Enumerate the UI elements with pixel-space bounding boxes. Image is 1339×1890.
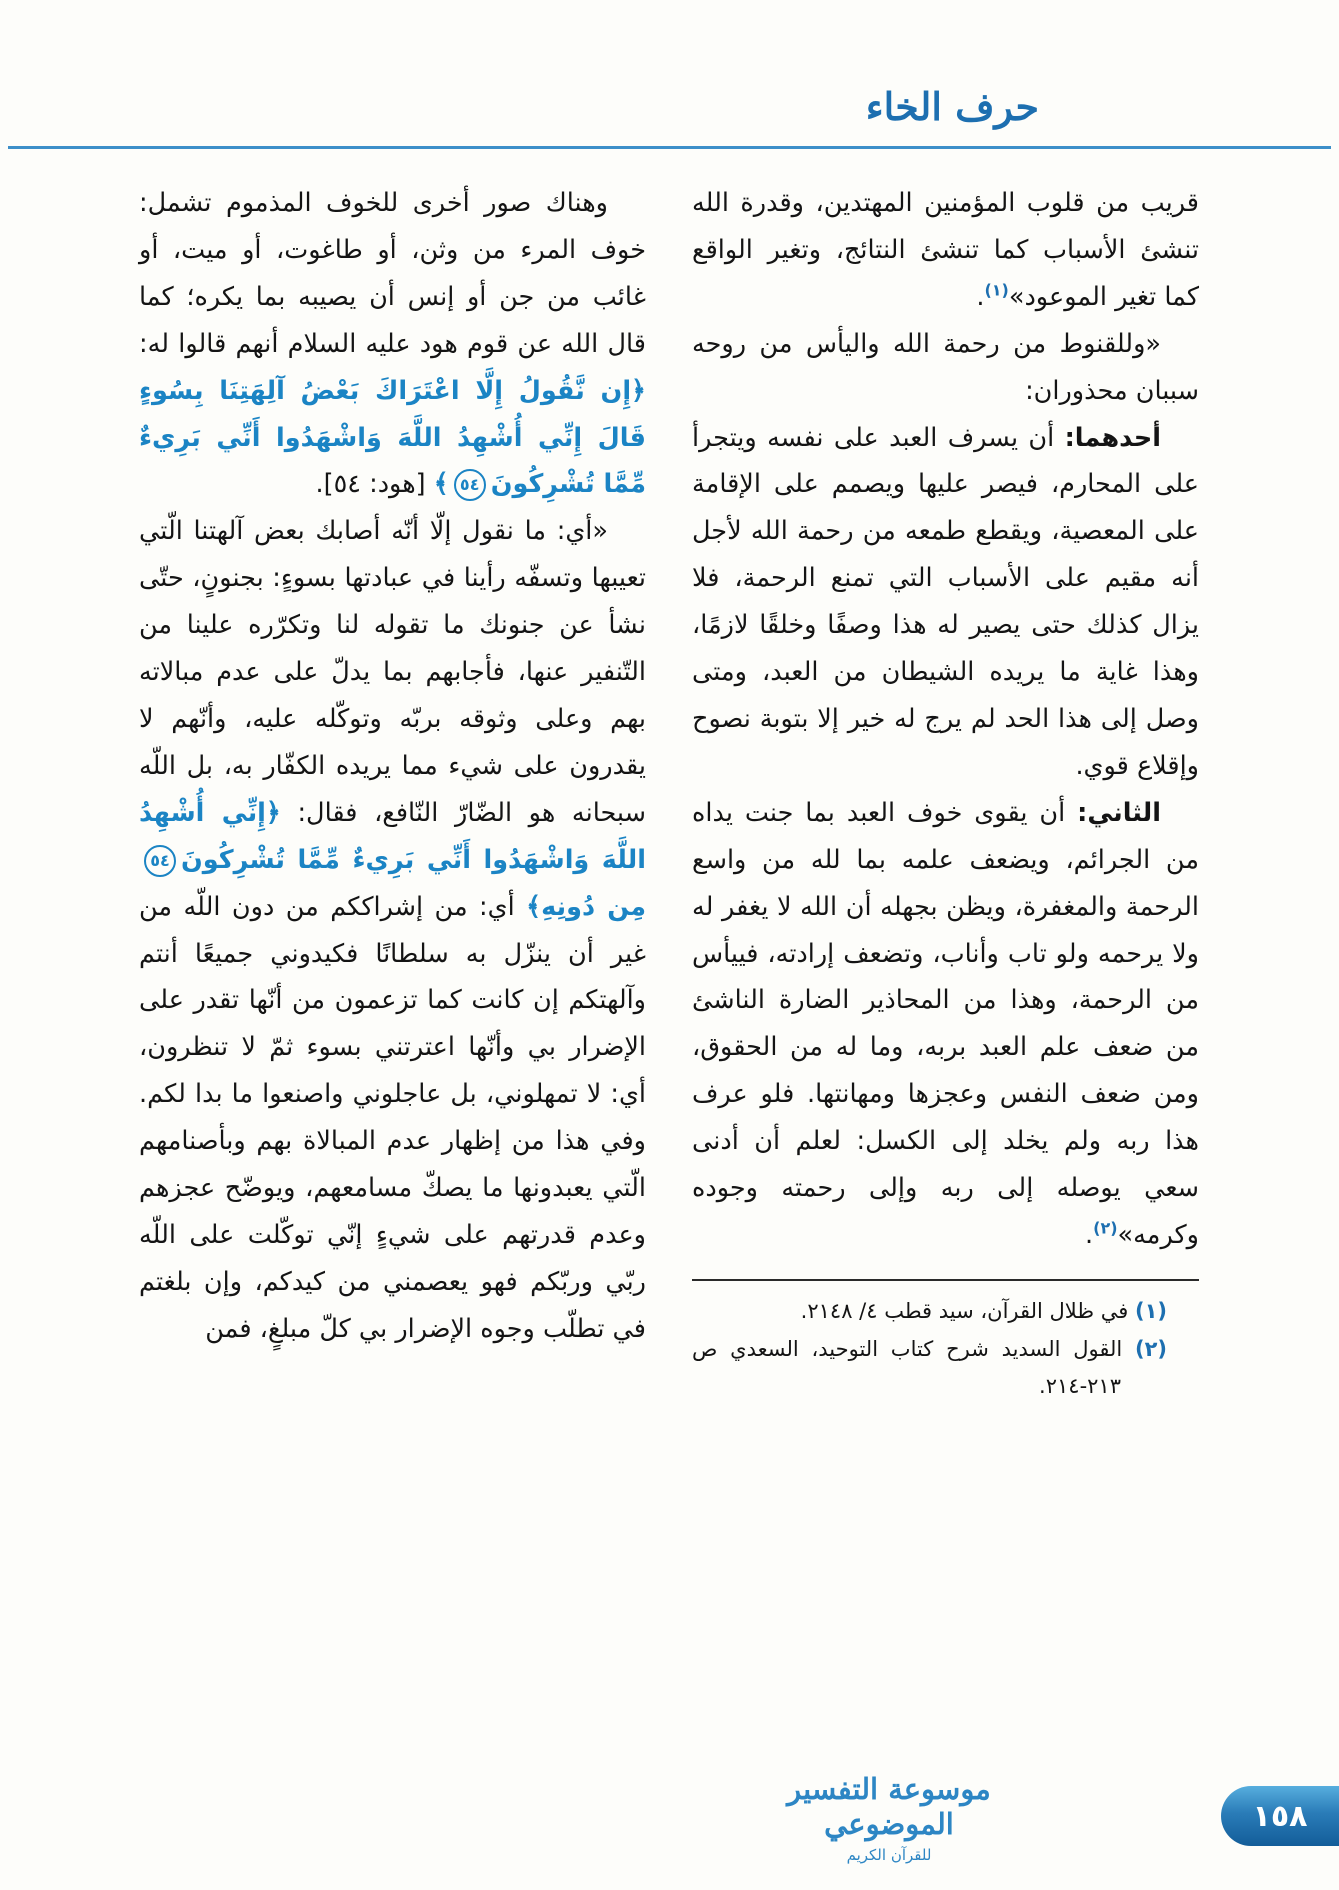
footnote-marker: (١) [984,280,1009,300]
header-divider [8,146,1331,149]
footnote [692,1331,1199,1407]
paragraph [692,180,1199,321]
body-text: أي: من إشراككم من دون اللّه من غير أن ينزّل به سلطانًا فكيدوني جميعًا أنتم وآلهتكم إن كانت كما تزعمون من أنّها تقدر على الإضرار بي وأنّها اعترتني بسوء ثمّ لا تنظرون، أي: لا تمهلوني، بل عاجلوني واصنعوا ما بدا لكم. وفي هذا من إظهار عدم المبالاة بهم وبأصنامهم الّتي يعبدونها ما يصكّ مسامعهم، ويوضّح عجزهم وعدم قدرتهم على شيءٍ إنّي توكّلت على اللّه ربّي وربّكم فهو يعصمني من كيدكم، وإن بلغتم في تطلّب وجوه الإضرار بي كلّ مبلغٍ، فمن [139,891,646,1344]
publisher-logo [749,1772,1029,1864]
footnote [692,1293,1199,1331]
quran-verse: مِن دُونِهِ﴾ [526,891,647,922]
chapter-header: حرف الخاء [865,84,1039,129]
body-text: . [976,281,985,312]
paragraph [139,180,646,508]
column-left [139,180,646,1406]
column-left-paragraphs [139,180,646,1353]
body-text: [هود: ٥٤]. [315,469,434,500]
footnote-number: (٢) [1134,1336,1167,1361]
publisher-logo-subtitle: للقرآن الكريم [846,1846,932,1864]
body-text: أن يقوى خوف العبد بما جنت يداه من الجرائم، ويضعف علمه بما لله من واسع الرحمة والمغفرة، ويظن بجهله أن الله لا يغفر له ولا يرحمه ولو تاب وأناب، وتضعف إرادته، فييأس من الرحمة، وهذا من المحاذير الضارة الناشئ من ضعف علم العبد بربه، وما له من الحقوق، ومن ضعف النفس وعجزها ومهانتها. فلو عرف هذا ربه ولم يخلد إلى الكسل: لعلم أن أدنى سعي يوصله إلى ربه وإلى رحمته وجوده وكرمه» [692,797,1199,1250]
page-content [139,180,1199,1406]
ayah-number-badge: ٥٤ [454,469,486,501]
quran-verse: ﴾ [433,469,449,500]
page-number-badge [1221,1786,1339,1846]
footnote-number: (١) [1134,1298,1167,1323]
quran-verse: ﴿إِن نَّقُولُ إِلَّا اعْتَرَاكَ بَعْضُ آلِهَتِنَا بِسُوءٍ قَالَ إِنِّي أُشْهِدُ اللَّهَ وَاشْهَدُوا أَنِّي بَرِيءٌ مِّمَّا تُشْرِكُونَ [139,375,646,500]
publisher-logo-title: موسوعة التفسير الموضوعي [787,1772,991,1842]
body-text: «أي: ما نقول إلّا أنّه أصابك بعض آلهتنا الّتي تعيبها وتسفّه رأينا في عبادتها بسوءٍ: بجنونٍ، حتّى نشأ عن جنونك ما تقوله لنا وتكرّره علينا من التّنفير عنها، فأجابهم بما يدلّ على عدم مبالاته بهم وعلى وثوقه بربّه وتوكّله عليه، وأنّهم لا يقدرون على شيء مما يريده الكفّار به، بل اللّه سبحانه هو الضّارّ النّافع، فقال: [139,516,646,828]
body-text: . [1085,1219,1094,1250]
paragraph [692,790,1199,1259]
paragraph [139,508,646,1352]
column-right [692,180,1199,1406]
body-text: قريب من قلوب المؤمنين المهتدين، وقدرة الله تنشئ الأسباب كما تنشئ النتائج، وتغير الواقع كما تغير الموعود» [692,188,1199,312]
footnote-text: القول السديد شرح كتاب التوحيد، السعدي ص ٢١٣-٢١٤. [692,1336,1135,1399]
emphasis-text: أحدهما: [1064,422,1161,453]
footnote-marker: (٢) [1093,1218,1118,1238]
footnote-text: في ظلال القرآن، سيد قطب ٤/ ٢١٤٨. [800,1298,1135,1323]
quran-verse: ﴿إِنِّي أُشْهِدُ اللَّهَ وَاشْهَدُوا أَنِّي بَرِيءٌ مِّمَّا تُشْرِكُونَ [139,797,646,875]
footnotes-section [692,1279,1199,1406]
emphasis-text: الثاني: [1077,797,1161,828]
column-right-paragraphs [692,180,1199,1259]
body-text: أن يسرف العبد على نفسه ويتجرأ على المحارم، فيصر عليها ويصمم على الإقامة على المعصية، ويقطع طمعه من رحمة الله لأجل أنه مقيم على الأسباب التي تمنع الرحمة، فلا يزال كذلك حتى يصير له هذا وصفًا وخلقًا لازمًا، وهذا غاية ما يريده الشيطان من العبد، ومتى وصل إلى هذا الحد لم يرج له خير إلا بتوبة نصوح وإقلاع قوي. [692,422,1199,781]
body-text: وهناك صور أخرى للخوف المذموم تشمل: خوف المرء من وثن، أو طاغوت، أو ميت، أو غائب من جن أو إنس أن يصيبه بما يكره؛ كما قال الله عن قوم هود عليه السلام أنهم قالوا له: [139,188,646,359]
ayah-number-badge: ٥٤ [144,845,176,877]
paragraph [692,321,1199,415]
page-number: ١٥٨ [1252,1798,1308,1834]
body-text: «وللقنوط من رحمة الله واليأس من روحه سببان محذوران: [692,328,1199,406]
paragraph [692,415,1199,790]
